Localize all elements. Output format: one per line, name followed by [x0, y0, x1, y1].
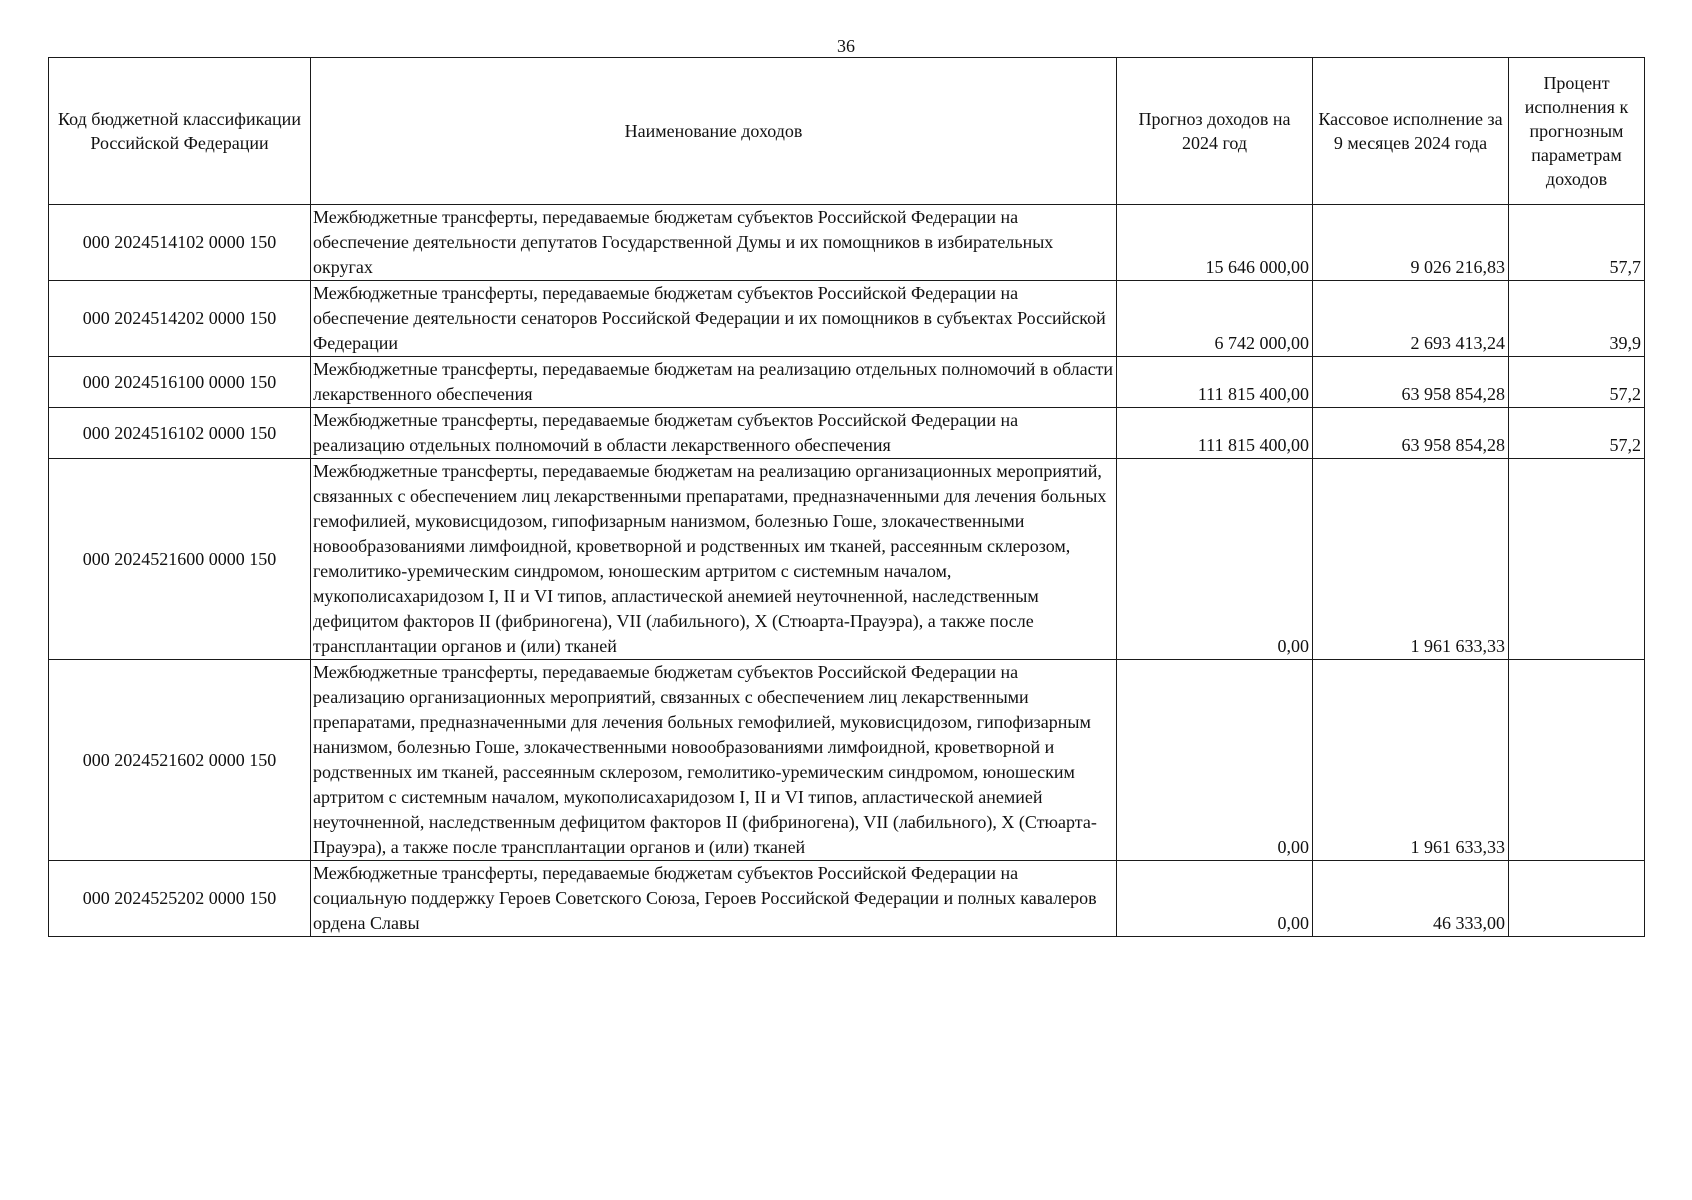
row-name: Межбюджетные трансферты, передаваемые бюджетам на реализацию организационных мероприятий, связанных с обеспечением лиц лекарственными препаратами, предназначенными для лечения больных гемофилией, муковисцидозом, гипофизарным нанизмом, болезнью Гоше, злокачественными новообразованиями лимфоидной, кроветворной и родственных им тканей, рассеянным склерозом, гемолитико-уремическим синдромом, юношеским артритом с системным началом, мукополисахаридозом I, II и VI типов, апластической анемией неуточненной, наследственным дефицитом факторов II (фибриногена), VII (лабильного), X (Стюарта-Прауэра), а также после трансплантации органов и (или) тканей: [311, 459, 1117, 660]
table-row: [49, 205, 1645, 281]
row-name: Межбюджетные трансферты, передаваемые бюджетам субъектов Российской Федерации на реализацию отдельных полномочий в области лекарственного обеспечения: [311, 408, 1117, 459]
row-name: Межбюджетные трансферты, передаваемые бюджетам на реализацию отдельных полномочий в области лекарственного обеспечения: [311, 357, 1117, 408]
table-row: [49, 459, 1645, 660]
table-row: [49, 660, 1645, 861]
row-code: 000 2024516100 0000 150: [49, 357, 311, 408]
row-percent: 39,9: [1509, 281, 1645, 357]
table-row: [49, 408, 1645, 459]
row-code: 000 2024525202 0000 150: [49, 861, 311, 937]
row-name: Межбюджетные трансферты, передаваемые бюджетам субъектов Российской Федерации на реализацию организационных мероприятий, связанных с обеспечением лиц лекарственными препаратами, предназначенными для лечения больных гемофилией, муковисцидозом, гипофизарным нанизмом, болезнью Гоше, злокачественными новообразованиями лимфоидной, кроветворной и родственных им тканей, рассеянным склерозом, гемолитико-уремическим синдромом, юношеским артритом с системным началом, мукополисахаридозом I, II и VI типов, апластической анемией неуточненной, наследственным дефицитом факторов II (фибриногена), VII (лабильного), X (Стюарта-Прауэра), а также после трансплантации органов и (или) тканей: [311, 660, 1117, 861]
row-execution: 1 961 633,33: [1313, 459, 1509, 660]
row-name: Межбюджетные трансферты, передаваемые бюджетам субъектов Российской Федерации на обеспечение деятельности сенаторов Российской Федерации и их помощников в субъектах Российской Федерации: [311, 281, 1117, 357]
row-forecast: 6 742 000,00: [1117, 281, 1313, 357]
header-name: Наименование доходов: [311, 58, 1117, 205]
table-row: [49, 281, 1645, 357]
row-name: Межбюджетные трансферты, передаваемые бюджетам субъектов Российской Федерации на социальную поддержку Героев Советского Союза, Героев Российской Федерации и полных кавалеров ордена Славы: [311, 861, 1117, 937]
row-percent: [1509, 861, 1645, 937]
header-code: Код бюджетной классификации Российской Федерации: [49, 58, 311, 205]
row-code: 000 2024516102 0000 150: [49, 408, 311, 459]
table-row: [49, 861, 1645, 937]
row-percent: 57,2: [1509, 408, 1645, 459]
row-code: 000 2024514102 0000 150: [49, 205, 311, 281]
row-code: 000 2024514202 0000 150: [49, 281, 311, 357]
header-percent: Процент исполнения к прогнозным параметрам доходов: [1509, 58, 1645, 205]
row-name: Межбюджетные трансферты, передаваемые бюджетам субъектов Российской Федерации на обеспечение деятельности депутатов Государственной Думы и их помощников в избирательных округах: [311, 205, 1117, 281]
row-percent: 57,7: [1509, 205, 1645, 281]
row-code: 000 2024521600 0000 150: [49, 459, 311, 660]
income-table: [48, 57, 1645, 937]
table-header-row: [49, 58, 1645, 205]
row-forecast: 111 815 400,00: [1117, 357, 1313, 408]
row-execution: 2 693 413,24: [1313, 281, 1509, 357]
page-number: 36: [837, 36, 855, 56]
row-forecast: 0,00: [1117, 660, 1313, 861]
table-row: [49, 357, 1645, 408]
row-execution: 9 026 216,83: [1313, 205, 1509, 281]
row-forecast: 111 815 400,00: [1117, 408, 1313, 459]
row-execution: 1 961 633,33: [1313, 660, 1509, 861]
row-execution: 63 958 854,28: [1313, 357, 1509, 408]
row-forecast: 0,00: [1117, 861, 1313, 937]
row-percent: [1509, 660, 1645, 861]
row-execution: 63 958 854,28: [1313, 408, 1509, 459]
row-code: 000 2024521602 0000 150: [49, 660, 311, 861]
row-execution: 46 333,00: [1313, 861, 1509, 937]
row-forecast: 15 646 000,00: [1117, 205, 1313, 281]
header-forecast: Прогноз доходов на 2024 год: [1117, 58, 1313, 205]
row-forecast: 0,00: [1117, 459, 1313, 660]
row-percent: [1509, 459, 1645, 660]
row-percent: 57,2: [1509, 357, 1645, 408]
header-execution: Кассовое исполнение за 9 месяцев 2024 года: [1313, 58, 1509, 205]
